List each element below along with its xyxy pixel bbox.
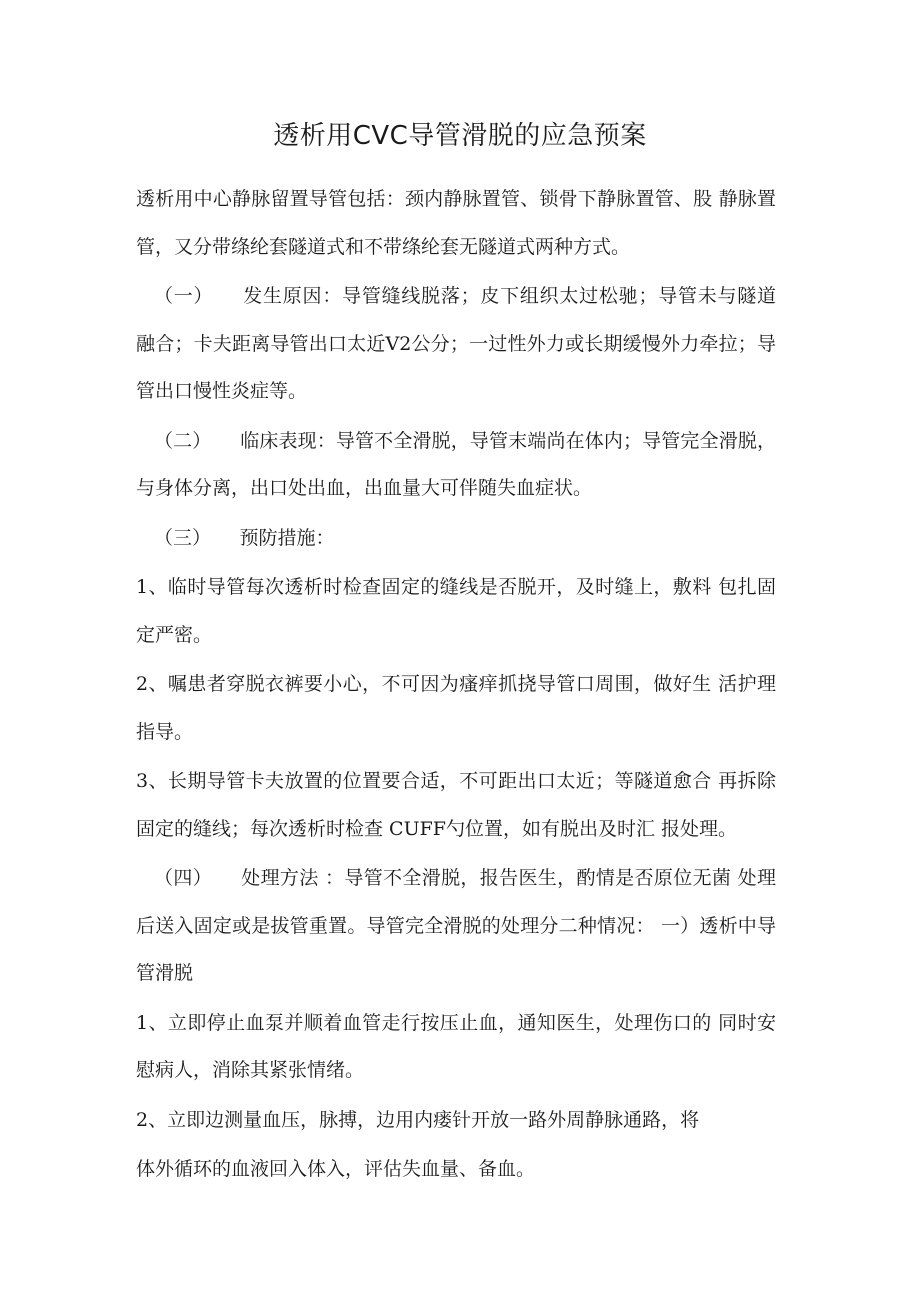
document-title: 透析用CVC导管滑脱的应急预案	[273, 121, 647, 151]
paragraph-prevention-1: 1、临时导管每次透析时检查固定的缝线是否脱开，及时缝上，敷料 包扎固定严密。	[136, 576, 776, 646]
paragraph-intro: 透析用中心静脉留置导管包括：颈内静脉置管、锁骨下静脉置管、股 静脉置管，又分带绦纶套隧道式和不带绦纶套无隧道式两种方式。	[136, 188, 776, 258]
document-body	[136, 176, 776, 1196]
paragraph-treatment: （四） 处理方法 ：导管不全滑脱，报告医生，酌情是否原位无菌 处理后送入固定或是拔管重置。导管完全滑脱的处理分二种情况： 一）透析中导管滑脱	[136, 867, 776, 984]
paragraph-prevention-2: 2、嘱患者穿脱衣裤要小心，不可因为瘙痒抓挠导管口周围，做好生 活护理指导。	[136, 673, 776, 743]
paragraph-treatment-2a: 2、立即边测量血压，脉搏，边用内瘘针开放一路外周静脉通路，将	[136, 1108, 700, 1131]
paragraph-prevention-3: 3、长期导管卡夫放置的位置要合适，不可距出口太近；等隧道愈合 再拆除固定的缝线；每次透析时检查 CUFF勺位置，如有脱出及时汇 报处理。	[136, 770, 776, 840]
paragraph-cause: （一） 发生原因：导管缝线脱落；皮下组织太过松驰；导管未与隧道 融合；卡夫距离导管出口太近V2公分；一过性外力或长期缓慢外力牵拉；导管出口慢性炎症等。	[136, 285, 776, 402]
paragraph-prevention-heading: （三） 预防措施：	[154, 526, 335, 549]
paragraph-symptoms: （二） 临床表现：导管不全滑脱，导管末端尚在体内；导管完全滑脱，与身体分离，出口处出血，出血量大可伴随失血症状。	[136, 429, 776, 499]
paragraph-treatment-1: 1、立即停止血泵并顺着血管走行按压止血，通知医生，处理伤口的 同时安慰病人，消除其紧张情绪。	[136, 1011, 776, 1081]
paragraph-treatment-2b: 体外循环的血液回入体入，评估失血量、备血。	[136, 1158, 536, 1180]
